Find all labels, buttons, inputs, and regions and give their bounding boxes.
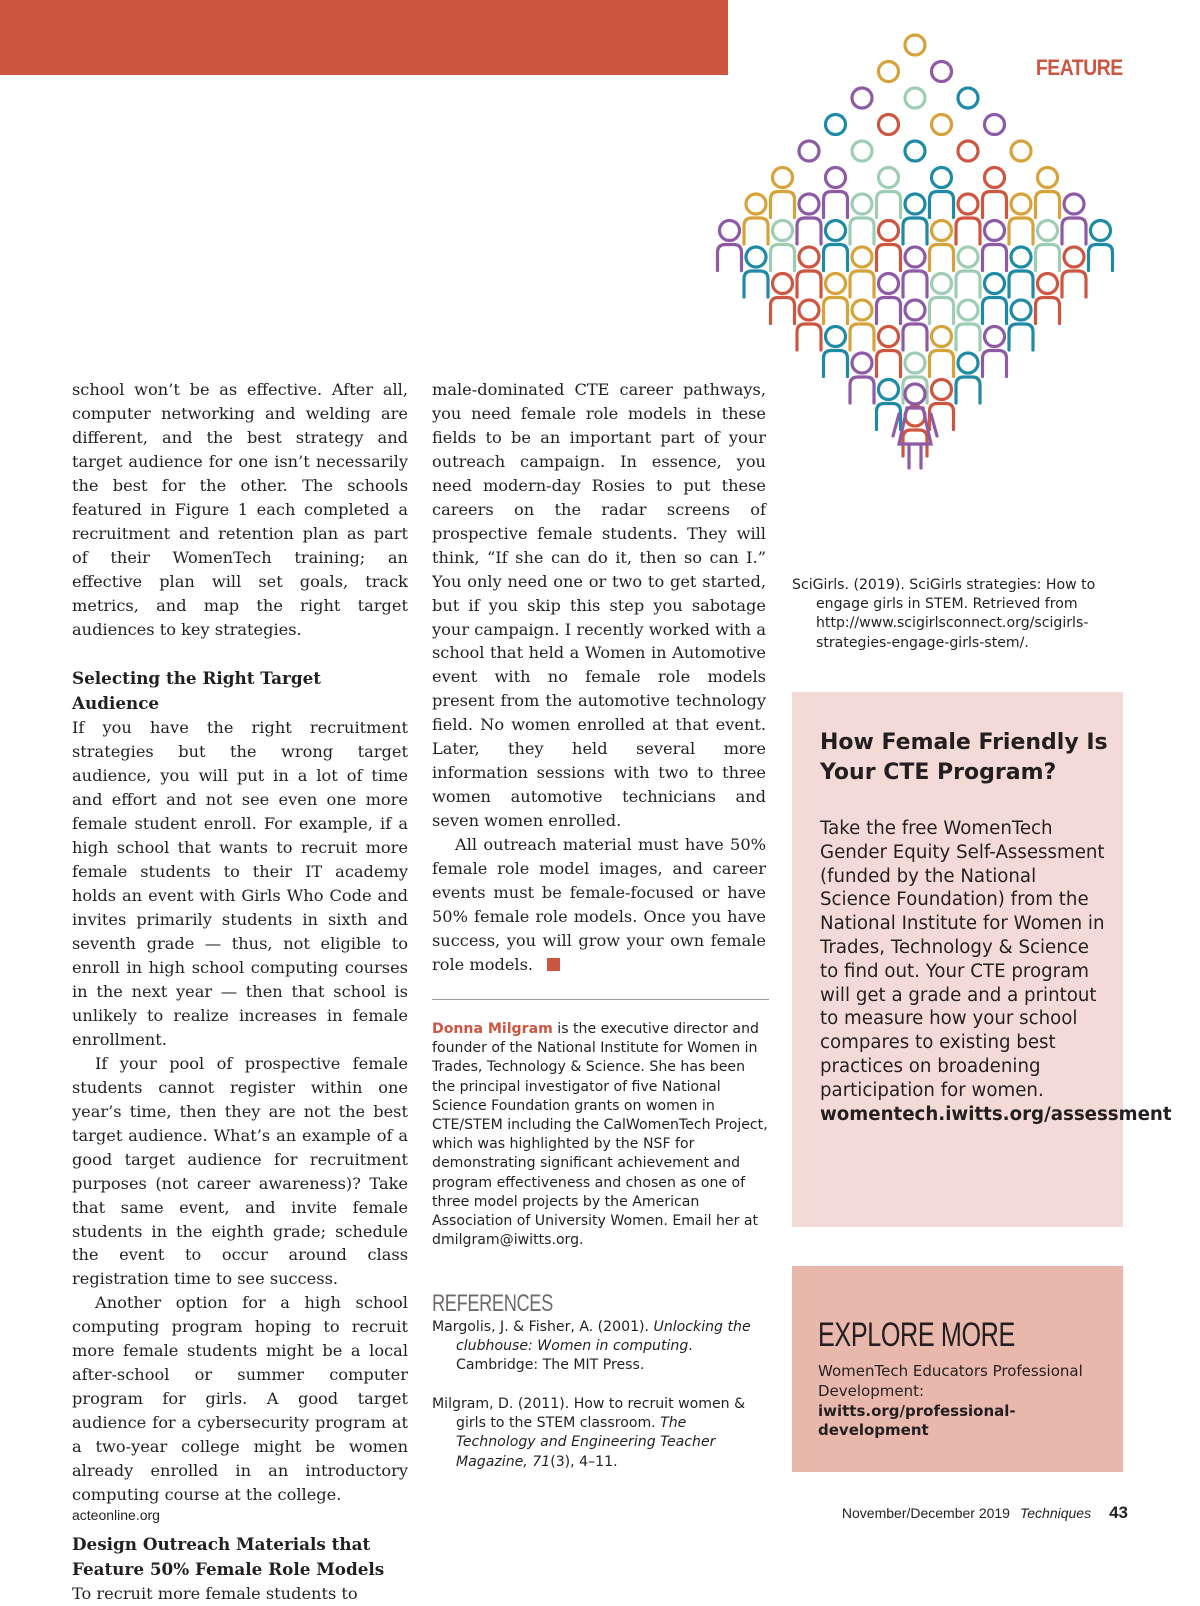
- person-icon: [983, 168, 1007, 218]
- person-icon: [879, 115, 899, 135]
- paragraph: To recruit more female students to: [72, 1583, 358, 1603]
- references-heading: REFERENCES: [432, 1290, 553, 1317]
- person-icon: [824, 327, 848, 377]
- person-icon: [744, 247, 768, 297]
- person-icon: [1089, 221, 1113, 271]
- footer-site: acteonline.org: [72, 1507, 160, 1523]
- person-icon: [1009, 300, 1033, 350]
- person-icon: [850, 353, 874, 403]
- person-icon: [877, 327, 901, 377]
- person-icon: [956, 247, 980, 297]
- person-icon: [744, 194, 768, 244]
- person-icon: [956, 353, 980, 403]
- person-icon: [956, 300, 980, 350]
- person-icon: [932, 115, 952, 135]
- person-icon: [718, 221, 742, 271]
- header-color-bar: [0, 0, 728, 75]
- reference-text: (3), 4–11.: [550, 1453, 618, 1470]
- person-icon: [930, 327, 954, 377]
- person-icon: [877, 168, 901, 218]
- divider: [432, 999, 769, 1000]
- person-icon: [905, 141, 925, 161]
- reference-text: Milgram, D. (2011). How to recruit women & girls to the STEM classroom.: [432, 1396, 746, 1432]
- author-name: Donna Milgram: [432, 1021, 553, 1037]
- reference-item: SciGirls. (2019). SciGirls strategies: How to engage girls in STEM. Retrieved from http://www.scigirlsconnect.org/scigirls-strategies-engage-girls-stem/.: [792, 577, 1096, 651]
- paragraph: If you have the right recruitment strategies but the wrong target audience, you will put in a lot of time and effort and not see even one more female student enroll. For example, if a high school that wants to recruit more female students to their IT academy holds an event with Girls Who Code and invites primarily students in sixth and seventh grade — thus, not eligible to enroll in high school computing courses in the next year — then that school is unlikely to realize increases in female enrollment.: [72, 718, 408, 1049]
- sidebar-text: Take the free WomenTech Gender Equity Self-Assessment (funded by the National Science Foundation) from the National Institute for Women in Trades, Technology & Science to find out. Your CTE program will get a grade and a printout to measure how your school compares to existing best practices on broadening participation for women.: [820, 818, 1105, 1101]
- person-icon: [956, 194, 980, 244]
- person-icon: [905, 88, 925, 108]
- assessment-link[interactable]: womentech.iwitts.org/assessment: [820, 1103, 1172, 1125]
- person-icon: [1011, 141, 1031, 161]
- footer-issue-info: [842, 1503, 1128, 1523]
- explore-title: EXPLORE MORE: [818, 1316, 1015, 1354]
- person-icon: [932, 62, 952, 82]
- article-column-2: [432, 378, 766, 977]
- person-icon: [958, 141, 978, 161]
- person-icon: [877, 274, 901, 324]
- person-icon: [930, 221, 954, 271]
- person-icon: [850, 300, 874, 350]
- person-icon: [983, 221, 1007, 271]
- reference-text: . Cambridge: The MIT Press.: [456, 1338, 693, 1374]
- person-icon: [958, 88, 978, 108]
- sidebar-title: How Female Friendly Is Your CTE Program?: [820, 730, 1108, 785]
- person-icon: [771, 221, 795, 271]
- paragraph: Another option for a high school computing program hoping to recruit more female students might be a local after-school or summer computer program for girls. A good target audience for a cybersecurity program at a two-year college might be women already enrolled in an introductory computing course at the college.: [72, 1293, 408, 1504]
- person-icon: [1009, 247, 1033, 297]
- person-icon: [826, 115, 846, 135]
- person-icon: [824, 168, 848, 218]
- person-icon: [879, 62, 899, 82]
- person-icon: [1036, 221, 1060, 271]
- paragraph: school won’t be as effective. After all, computer networking and welding are different, and the best strategy and target audience for one isn’t necessarily the best for the other. The schools featured in Figure 1 each completed a recruitment and retention plan as part of their WomenTech training; an effective plan will set goals, track metrics, and map the right target audiences to key strategies.: [72, 380, 408, 639]
- person-icon: [983, 274, 1007, 324]
- author-bio: [432, 1020, 768, 1250]
- person-icon: [852, 141, 872, 161]
- person-icon: [1062, 247, 1086, 297]
- article-column-1: [72, 378, 408, 1606]
- person-icon: [1036, 168, 1060, 218]
- person-icon: [903, 194, 927, 244]
- bio-text: is the executive director and founder of the National Institute for Women in Trades, Technology & Science. She has been the principal investigator of five National Science Foundation grants on women in CTE/STEM including the CalWomenTech Project, which was highlighted by the NSF for demonstrating significant achievement and program effectiveness and chosen as one of three model projects by the American Association of University Women. Email her at dmilgram@iwitts.org.: [432, 1021, 768, 1249]
- reference-item: [432, 1395, 768, 1472]
- section-label: FEATURE: [1036, 55, 1123, 80]
- sidebar-body: [820, 817, 1172, 1126]
- person-icon: [905, 35, 925, 55]
- person-icon: [1036, 274, 1060, 324]
- reference-title: The Technology and Engineering Teacher Magazine, 71: [456, 1415, 716, 1470]
- end-mark-icon: [547, 958, 560, 971]
- page-number: 43: [1109, 1503, 1128, 1522]
- paragraph: [432, 833, 766, 977]
- magazine-name: Techniques: [1019, 1505, 1092, 1521]
- person-icon: [771, 168, 795, 218]
- subheading: Design Outreach Materials that Feature 50% Female Role Models: [72, 1533, 385, 1579]
- person-icon: [877, 221, 901, 271]
- person-icon: [799, 141, 819, 161]
- person-icon: [1062, 194, 1086, 244]
- person-icon: [903, 247, 927, 297]
- person-icon: [903, 300, 927, 350]
- explore-text: [818, 1362, 1118, 1441]
- paragraph-text: All outreach material must have 50% female role model images, and career events must be female-focused or have 50% female role models. Once you have success, you will grow your own female role models.: [432, 835, 766, 974]
- person-icon: [797, 194, 821, 244]
- explore-label: WomenTech Educators Professional Development:: [818, 1362, 1083, 1400]
- reference-title: Unlocking the clubhouse: Women in computing: [456, 1319, 751, 1355]
- paragraph: If your pool of prospective female students cannot register within one year’s time, then they are not the best target audience. What’s an example of a good target audience for recruitment purposes (not career awareness)? Take that same event, and invite female students in the eighth grade; schedule the event to occur around class registration time to see success.: [72, 1053, 408, 1289]
- person-icon: [852, 88, 872, 108]
- person-icon: [797, 300, 821, 350]
- explore-more-box: [792, 1266, 1123, 1472]
- person-icon: [983, 327, 1007, 377]
- subheading: Selecting the Right Target Audience: [72, 668, 322, 714]
- person-icon: [797, 247, 821, 297]
- person-icon: [930, 168, 954, 218]
- professional-development-link[interactable]: iwitts.org/professional-development: [818, 1401, 1016, 1440]
- person-icon: [824, 274, 848, 324]
- person-icon: [824, 221, 848, 271]
- person-icon: [850, 247, 874, 297]
- person-icon: [1009, 194, 1033, 244]
- reference-text: Margolis, J. & Fisher, A. (2001).: [432, 1319, 654, 1335]
- person-icon: [850, 194, 874, 244]
- sidebar-box: [792, 692, 1172, 1227]
- reference-item: [432, 1318, 768, 1376]
- issue-date: November/December 2019: [841, 1505, 1010, 1521]
- person-icon: [771, 274, 795, 324]
- person-icon: [985, 115, 1005, 135]
- person-icon: [930, 274, 954, 324]
- paragraph: male-dominated CTE career pathways, you need female role models in these fields to be an important part of your outreach campaign. In essence, you need modern-day Rosies to put these careers on the radar screens of prospective female students. They will think, “If she can do it, then so can I.” You only need one or two to get started, but if you skip this step you sabotage your campaign. I recently worked with a school that held a Women in Automotive event with no female role models present from the automotive technology field. No women enrolled at that event. Later, they held several more information sessions with two to three women automotive technicians and seven women enrolled.: [432, 380, 766, 831]
